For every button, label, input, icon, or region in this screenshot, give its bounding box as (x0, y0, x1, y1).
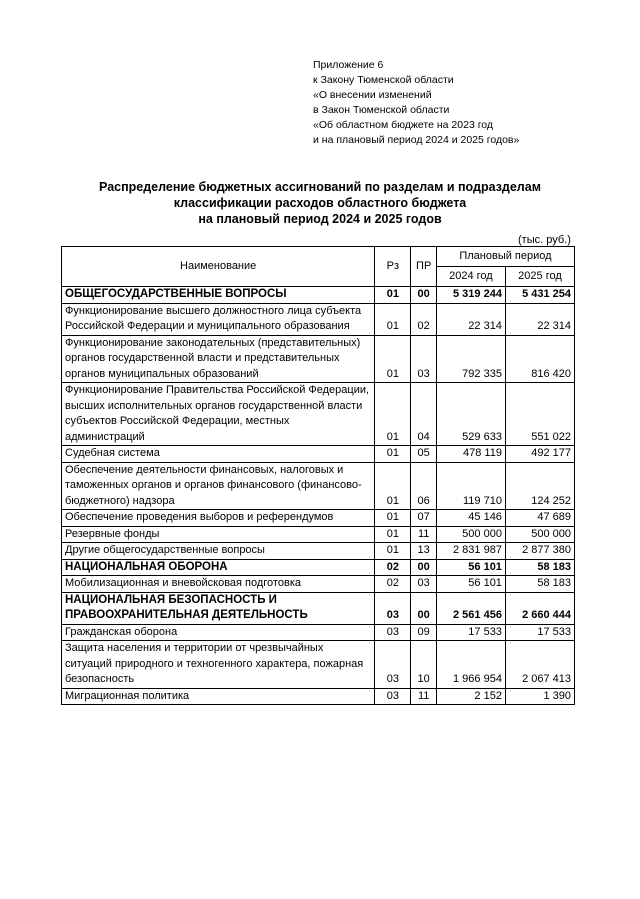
header-rz: Рз (375, 247, 411, 287)
table-row (62, 624, 575, 641)
section-row (62, 287, 575, 304)
row-rz-cell: 02 (375, 576, 411, 593)
header-planned-period: Плановый период (436, 247, 574, 267)
row-pr-cell: 03 (411, 576, 436, 593)
row-value-2024-cell: 792 335 (436, 335, 505, 383)
row-pr-cell: 09 (411, 624, 436, 641)
row-value-2024-cell: 56 101 (436, 559, 505, 576)
table-row (62, 641, 575, 689)
row-value-2025-cell: 500 000 (505, 526, 574, 543)
row-value-2024-cell: 22 314 (436, 303, 505, 335)
row-pr-cell: 00 (411, 592, 436, 624)
row-name-cell: Функционирование высшего должностного лица субъекта Российской Федерации и муниципального образования (62, 303, 375, 335)
table-row (62, 543, 575, 560)
row-value-2025-cell: 551 022 (505, 383, 574, 446)
row-value-2024-cell: 119 710 (436, 462, 505, 510)
row-value-2025-cell: 816 420 (505, 335, 574, 383)
row-value-2024-cell: 2 831 987 (436, 543, 505, 560)
row-name-cell: НАЦИОНАЛЬНАЯ ОБОРОНА (62, 559, 375, 576)
table-row (62, 462, 575, 510)
row-rz-cell: 01 (375, 510, 411, 527)
row-name-cell: Функционирование законодательных (представительных) органов государственной власти и представительных органов муниципальных образований (62, 335, 375, 383)
table-body (62, 287, 575, 705)
row-name-cell: Судебная система (62, 446, 375, 463)
row-name-cell: Обеспечение деятельности финансовых, налоговых и таможенных органов и органов финансового (финансово-бюджетного) надзора (62, 462, 375, 510)
table-row (62, 335, 575, 383)
row-rz-cell: 03 (375, 688, 411, 705)
row-name-cell: Функционирование Правительства Российской Федерации, высших исполнительных органов государственной власти субъектов Российской Федерации, местных администраций (62, 383, 375, 446)
table-row (62, 383, 575, 446)
table-row (62, 510, 575, 527)
appendix-line: Приложение 6 (313, 59, 384, 71)
row-value-2024-cell: 1 966 954 (436, 641, 505, 689)
row-value-2024-cell: 478 119 (436, 446, 505, 463)
row-value-2024-cell: 45 146 (436, 510, 505, 527)
section-row (62, 592, 575, 624)
row-value-2025-cell: 1 390 (505, 688, 574, 705)
row-value-2024-cell: 529 633 (436, 383, 505, 446)
table-row (62, 688, 575, 705)
row-name-cell: Мобилизационная и вневойсковая подготовка (62, 576, 375, 593)
row-rz-cell: 03 (375, 624, 411, 641)
table-row (62, 303, 575, 335)
row-value-2024-cell: 5 319 244 (436, 287, 505, 304)
row-value-2025-cell: 2 067 413 (505, 641, 574, 689)
row-pr-cell: 00 (411, 287, 436, 304)
row-pr-cell: 04 (411, 383, 436, 446)
row-rz-cell: 01 (375, 526, 411, 543)
appendix-line: «Об областном бюджете на 2023 год (313, 119, 494, 131)
row-name-cell: Другие общегосударственные вопросы (62, 543, 375, 560)
appendix-line: «О внесении изменений (313, 89, 432, 101)
section-row (62, 559, 575, 576)
row-rz-cell: 01 (375, 383, 411, 446)
appendix-line: к Закону Тюменской области (313, 74, 454, 86)
row-rz-cell: 01 (375, 287, 411, 304)
row-value-2025-cell: 47 689 (505, 510, 574, 527)
row-value-2024-cell: 17 533 (436, 624, 505, 641)
title-line: на плановый период 2024 и 2025 годов (198, 212, 442, 226)
row-pr-cell: 07 (411, 510, 436, 527)
document-title (40, 179, 600, 227)
row-pr-cell: 10 (411, 641, 436, 689)
header-name: Наименование (62, 247, 375, 287)
row-pr-cell: 13 (411, 543, 436, 560)
appendix-block (313, 58, 519, 148)
row-pr-cell: 11 (411, 688, 436, 705)
header-year-2025: 2025 год (505, 267, 574, 287)
row-value-2025-cell: 5 431 254 (505, 287, 574, 304)
row-pr-cell: 03 (411, 335, 436, 383)
row-name-cell: Миграционная политика (62, 688, 375, 705)
row-value-2025-cell: 58 183 (505, 559, 574, 576)
row-rz-cell: 01 (375, 543, 411, 560)
row-pr-cell: 02 (411, 303, 436, 335)
row-rz-cell: 01 (375, 462, 411, 510)
row-name-cell: Защита населения и территории от чрезвычайных ситуаций природного и техногенного характера, пожарная безопасность (62, 641, 375, 689)
row-rz-cell: 01 (375, 335, 411, 383)
header-year-2024: 2024 год (436, 267, 505, 287)
header-pr: ПР (411, 247, 436, 287)
row-value-2025-cell: 17 533 (505, 624, 574, 641)
appendix-line: в Закон Тюменской области (313, 104, 450, 116)
row-pr-cell: 00 (411, 559, 436, 576)
row-value-2025-cell: 2 877 380 (505, 543, 574, 560)
row-name-cell: Обеспечение проведения выборов и референдумов (62, 510, 375, 527)
row-rz-cell: 02 (375, 559, 411, 576)
row-rz-cell: 03 (375, 592, 411, 624)
row-name-cell: Резервные фонды (62, 526, 375, 543)
row-pr-cell: 05 (411, 446, 436, 463)
row-value-2025-cell: 2 660 444 (505, 592, 574, 624)
table-row (62, 526, 575, 543)
row-name-cell: НАЦИОНАЛЬНАЯ БЕЗОПАСНОСТЬ И ПРАВООХРАНИТЕЛЬНАЯ ДЕЯТЕЛЬНОСТЬ (62, 592, 375, 624)
row-value-2024-cell: 56 101 (436, 576, 505, 593)
row-value-2025-cell: 492 177 (505, 446, 574, 463)
row-pr-cell: 11 (411, 526, 436, 543)
units-label: (тыс. руб.) (518, 234, 571, 246)
row-value-2024-cell: 2 152 (436, 688, 505, 705)
row-rz-cell: 03 (375, 641, 411, 689)
row-rz-cell: 01 (375, 303, 411, 335)
title-line: классификации расходов областного бюджета (173, 196, 467, 210)
row-name-cell: Гражданская оборона (62, 624, 375, 641)
row-value-2025-cell: 58 183 (505, 576, 574, 593)
row-rz-cell: 01 (375, 446, 411, 463)
row-name-cell: ОБЩЕГОСУДАРСТВЕННЫЕ ВОПРОСЫ (62, 287, 375, 304)
appendix-line: и на плановый период 2024 и 2025 годов» (313, 134, 520, 146)
table-row (62, 576, 575, 593)
title-line: Распределение бюджетных ассигнований по разделам и подразделам (99, 180, 541, 194)
row-value-2024-cell: 500 000 (436, 526, 505, 543)
row-value-2025-cell: 124 252 (505, 462, 574, 510)
row-pr-cell: 06 (411, 462, 436, 510)
table-row (62, 446, 575, 463)
row-value-2024-cell: 2 561 456 (436, 592, 505, 624)
row-value-2025-cell: 22 314 (505, 303, 574, 335)
budget-table (61, 246, 575, 705)
